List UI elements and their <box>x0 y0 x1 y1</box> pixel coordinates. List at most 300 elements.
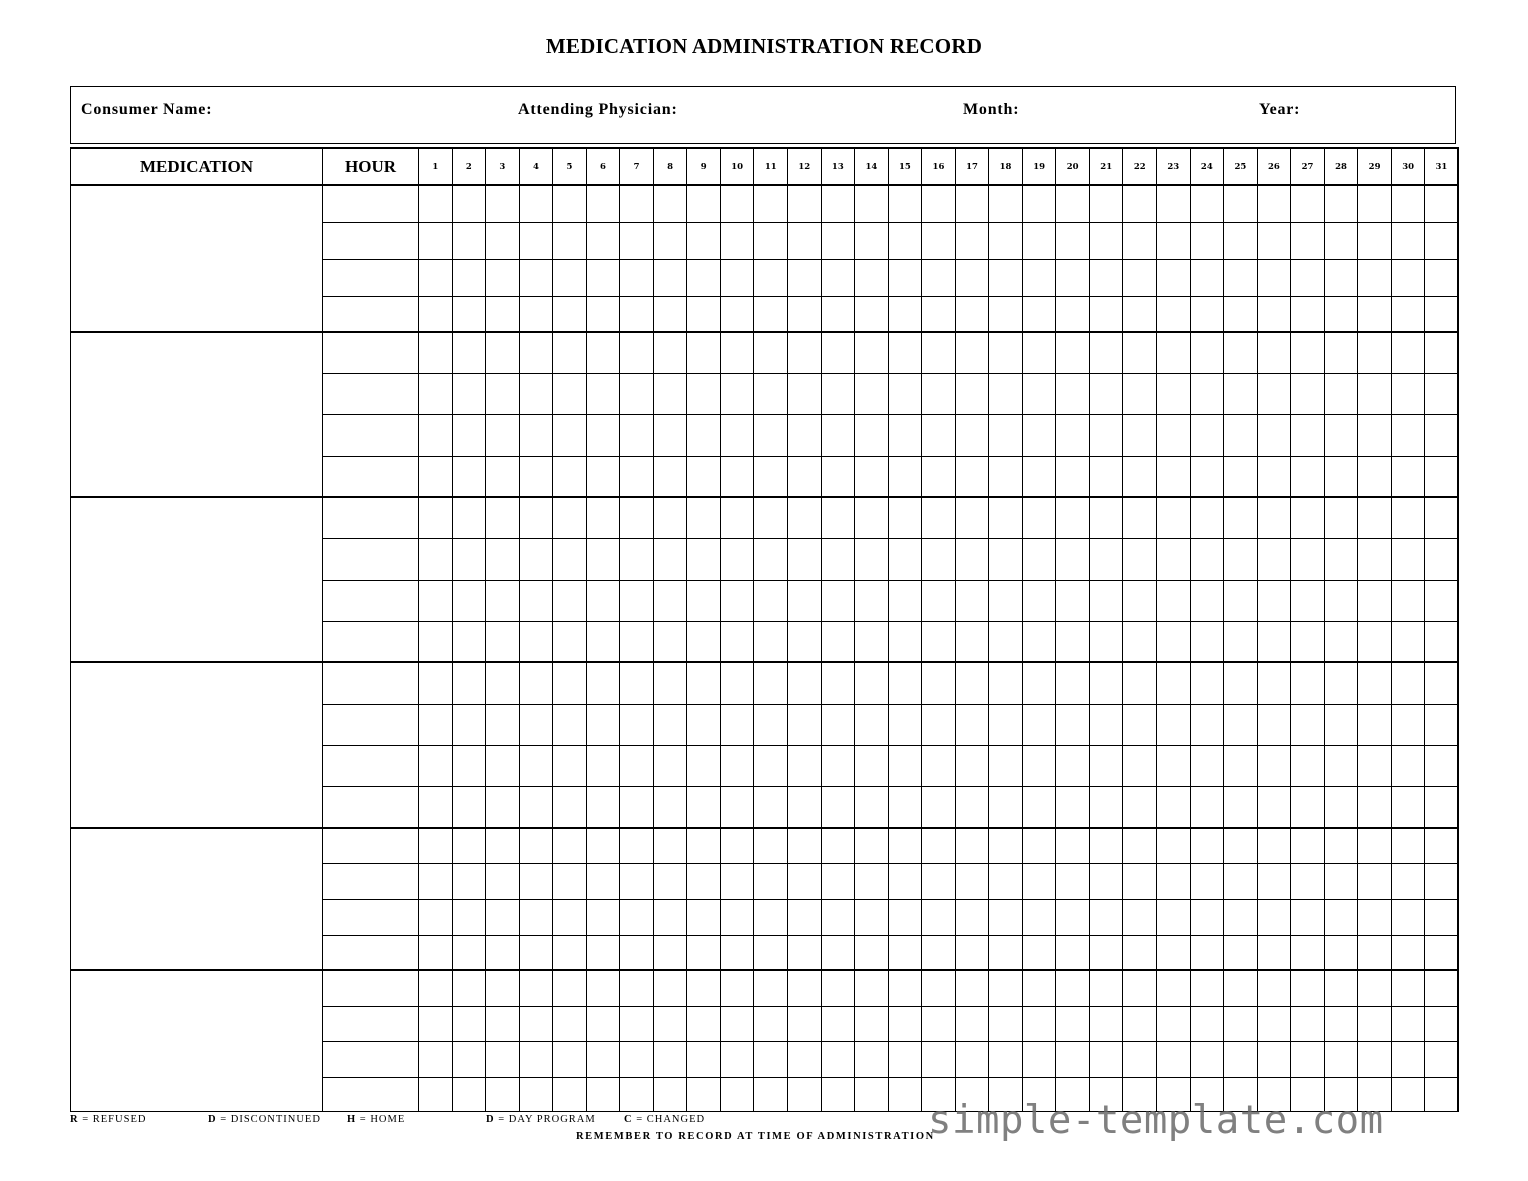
day-cell[interactable] <box>1425 332 1459 373</box>
day-cell[interactable] <box>687 373 721 414</box>
hour-cell[interactable] <box>323 1077 419 1111</box>
day-cell[interactable] <box>989 899 1023 935</box>
day-cell[interactable] <box>1257 745 1291 786</box>
day-cell[interactable] <box>855 538 889 580</box>
day-cell[interactable] <box>1291 970 1325 1006</box>
day-cell[interactable] <box>687 970 721 1006</box>
day-cell[interactable] <box>586 1077 620 1111</box>
day-cell[interactable] <box>989 863 1023 899</box>
day-cell[interactable] <box>1056 185 1090 222</box>
day-cell[interactable] <box>955 497 989 538</box>
day-cell[interactable] <box>1157 828 1191 863</box>
day-cell[interactable] <box>1257 497 1291 538</box>
day-cell[interactable] <box>1056 456 1090 497</box>
day-cell[interactable] <box>989 1041 1023 1077</box>
hour-cell[interactable] <box>323 704 419 745</box>
day-cell[interactable] <box>1291 899 1325 935</box>
day-cell[interactable] <box>1190 538 1224 580</box>
day-cell[interactable] <box>821 497 855 538</box>
day-cell[interactable] <box>620 704 654 745</box>
day-cell[interactable] <box>1190 786 1224 828</box>
day-cell[interactable] <box>653 414 687 456</box>
day-cell[interactable] <box>888 580 922 621</box>
day-cell[interactable] <box>1257 185 1291 222</box>
day-cell[interactable] <box>620 414 654 456</box>
day-cell[interactable] <box>452 828 486 863</box>
day-cell[interactable] <box>855 259 889 296</box>
day-cell[interactable] <box>1157 745 1191 786</box>
hour-cell[interactable] <box>323 621 419 662</box>
day-cell[interactable] <box>922 745 956 786</box>
day-cell[interactable] <box>821 296 855 332</box>
day-cell[interactable] <box>754 621 788 662</box>
day-cell[interactable] <box>687 296 721 332</box>
day-cell[interactable] <box>1257 538 1291 580</box>
day-cell[interactable] <box>888 332 922 373</box>
day-cell[interactable] <box>888 222 922 259</box>
day-cell[interactable] <box>855 786 889 828</box>
day-cell[interactable] <box>720 786 754 828</box>
day-cell[interactable] <box>788 662 822 704</box>
day-cell[interactable] <box>1056 538 1090 580</box>
day-cell[interactable] <box>486 222 520 259</box>
hour-cell[interactable] <box>323 259 419 296</box>
day-cell[interactable] <box>620 1006 654 1041</box>
day-cell[interactable] <box>989 970 1023 1006</box>
day-cell[interactable] <box>754 185 788 222</box>
day-cell[interactable] <box>720 1006 754 1041</box>
day-cell[interactable] <box>1324 863 1358 899</box>
day-cell[interactable] <box>855 863 889 899</box>
day-cell[interactable] <box>720 1041 754 1077</box>
day-cell[interactable] <box>788 745 822 786</box>
medication-cell[interactable] <box>71 828 323 970</box>
day-cell[interactable] <box>1157 456 1191 497</box>
day-cell[interactable] <box>1291 786 1325 828</box>
day-cell[interactable] <box>1358 1006 1392 1041</box>
day-cell[interactable] <box>1157 1041 1191 1077</box>
day-cell[interactable] <box>620 621 654 662</box>
day-cell[interactable] <box>586 1006 620 1041</box>
day-cell[interactable] <box>720 414 754 456</box>
day-cell[interactable] <box>1425 185 1459 222</box>
day-cell[interactable] <box>855 1006 889 1041</box>
day-cell[interactable] <box>1224 828 1258 863</box>
day-cell[interactable] <box>1324 1041 1358 1077</box>
day-cell[interactable] <box>452 456 486 497</box>
day-cell[interactable] <box>754 745 788 786</box>
day-cell[interactable] <box>1157 222 1191 259</box>
day-cell[interactable] <box>1022 899 1056 935</box>
day-cell[interactable] <box>1022 456 1056 497</box>
day-cell[interactable] <box>955 1006 989 1041</box>
day-cell[interactable] <box>720 1077 754 1111</box>
day-cell[interactable] <box>788 259 822 296</box>
day-cell[interactable] <box>1190 580 1224 621</box>
day-cell[interactable] <box>452 538 486 580</box>
day-cell[interactable] <box>1089 1006 1123 1041</box>
day-cell[interactable] <box>1056 828 1090 863</box>
day-cell[interactable] <box>1190 704 1224 745</box>
day-cell[interactable] <box>1324 1006 1358 1041</box>
day-cell[interactable] <box>1291 828 1325 863</box>
day-cell[interactable] <box>1358 970 1392 1006</box>
day-cell[interactable] <box>553 296 587 332</box>
day-cell[interactable] <box>1391 704 1425 745</box>
day-cell[interactable] <box>1358 935 1392 970</box>
hour-cell[interactable] <box>323 786 419 828</box>
day-cell[interactable] <box>754 259 788 296</box>
day-cell[interactable] <box>955 296 989 332</box>
day-cell[interactable] <box>687 863 721 899</box>
day-cell[interactable] <box>1425 1006 1459 1041</box>
day-cell[interactable] <box>1425 786 1459 828</box>
day-cell[interactable] <box>1391 580 1425 621</box>
day-cell[interactable] <box>1291 621 1325 662</box>
day-cell[interactable] <box>1425 899 1459 935</box>
day-cell[interactable] <box>821 786 855 828</box>
day-cell[interactable] <box>754 704 788 745</box>
hour-cell[interactable] <box>323 296 419 332</box>
day-cell[interactable] <box>1123 580 1157 621</box>
day-cell[interactable] <box>452 222 486 259</box>
day-cell[interactable] <box>888 538 922 580</box>
day-cell[interactable] <box>888 1041 922 1077</box>
day-cell[interactable] <box>1425 538 1459 580</box>
day-cell[interactable] <box>653 538 687 580</box>
day-cell[interactable] <box>620 745 654 786</box>
day-cell[interactable] <box>452 662 486 704</box>
day-cell[interactable] <box>720 828 754 863</box>
day-cell[interactable] <box>1190 621 1224 662</box>
day-cell[interactable] <box>754 970 788 1006</box>
day-cell[interactable] <box>1391 456 1425 497</box>
day-cell[interactable] <box>1324 259 1358 296</box>
day-cell[interactable] <box>1224 863 1258 899</box>
day-cell[interactable] <box>955 786 989 828</box>
day-cell[interactable] <box>1358 786 1392 828</box>
day-cell[interactable] <box>486 786 520 828</box>
day-cell[interactable] <box>1391 621 1425 662</box>
day-cell[interactable] <box>1089 373 1123 414</box>
day-cell[interactable] <box>989 538 1023 580</box>
day-cell[interactable] <box>519 1041 553 1077</box>
day-cell[interactable] <box>452 1006 486 1041</box>
day-cell[interactable] <box>1224 456 1258 497</box>
day-cell[interactable] <box>1224 704 1258 745</box>
day-cell[interactable] <box>1291 863 1325 899</box>
day-cell[interactable] <box>922 1006 956 1041</box>
day-cell[interactable] <box>519 580 553 621</box>
day-cell[interactable] <box>452 786 486 828</box>
day-cell[interactable] <box>989 296 1023 332</box>
day-cell[interactable] <box>586 332 620 373</box>
day-cell[interactable] <box>553 185 587 222</box>
hour-cell[interactable] <box>323 185 419 222</box>
day-cell[interactable] <box>888 621 922 662</box>
day-cell[interactable] <box>720 373 754 414</box>
day-cell[interactable] <box>1089 899 1123 935</box>
day-cell[interactable] <box>553 745 587 786</box>
day-cell[interactable] <box>922 222 956 259</box>
day-cell[interactable] <box>989 259 1023 296</box>
day-cell[interactable] <box>1190 497 1224 538</box>
day-cell[interactable] <box>586 538 620 580</box>
day-cell[interactable] <box>1089 497 1123 538</box>
day-cell[interactable] <box>821 970 855 1006</box>
day-cell[interactable] <box>1056 497 1090 538</box>
day-cell[interactable] <box>1190 332 1224 373</box>
day-cell[interactable] <box>754 222 788 259</box>
day-cell[interactable] <box>1190 828 1224 863</box>
day-cell[interactable] <box>1022 332 1056 373</box>
day-cell[interactable] <box>553 1006 587 1041</box>
hour-cell[interactable] <box>323 662 419 704</box>
day-cell[interactable] <box>1425 222 1459 259</box>
day-cell[interactable] <box>519 662 553 704</box>
day-cell[interactable] <box>586 935 620 970</box>
day-cell[interactable] <box>1190 456 1224 497</box>
day-cell[interactable] <box>419 970 453 1006</box>
day-cell[interactable] <box>553 580 587 621</box>
day-cell[interactable] <box>1224 1006 1258 1041</box>
hour-cell[interactable] <box>323 222 419 259</box>
day-cell[interactable] <box>519 222 553 259</box>
day-cell[interactable] <box>1190 1006 1224 1041</box>
day-cell[interactable] <box>922 970 956 1006</box>
day-cell[interactable] <box>922 704 956 745</box>
day-cell[interactable] <box>653 1041 687 1077</box>
day-cell[interactable] <box>821 745 855 786</box>
day-cell[interactable] <box>452 1077 486 1111</box>
day-cell[interactable] <box>788 863 822 899</box>
day-cell[interactable] <box>1056 332 1090 373</box>
day-cell[interactable] <box>1324 745 1358 786</box>
day-cell[interactable] <box>1190 222 1224 259</box>
day-cell[interactable] <box>855 580 889 621</box>
day-cell[interactable] <box>1123 456 1157 497</box>
day-cell[interactable] <box>754 899 788 935</box>
day-cell[interactable] <box>519 1006 553 1041</box>
day-cell[interactable] <box>1391 828 1425 863</box>
day-cell[interactable] <box>1190 863 1224 899</box>
day-cell[interactable] <box>452 863 486 899</box>
day-cell[interactable] <box>788 1041 822 1077</box>
day-cell[interactable] <box>1291 414 1325 456</box>
day-cell[interactable] <box>754 538 788 580</box>
day-cell[interactable] <box>922 332 956 373</box>
day-cell[interactable] <box>653 745 687 786</box>
hour-cell[interactable] <box>323 373 419 414</box>
day-cell[interactable] <box>586 1041 620 1077</box>
day-cell[interactable] <box>653 580 687 621</box>
day-cell[interactable] <box>620 1041 654 1077</box>
day-cell[interactable] <box>1123 1041 1157 1077</box>
day-cell[interactable] <box>955 222 989 259</box>
day-cell[interactable] <box>1190 259 1224 296</box>
day-cell[interactable] <box>486 414 520 456</box>
day-cell[interactable] <box>586 296 620 332</box>
day-cell[interactable] <box>452 373 486 414</box>
day-cell[interactable] <box>888 185 922 222</box>
day-cell[interactable] <box>1291 373 1325 414</box>
day-cell[interactable] <box>1056 1041 1090 1077</box>
day-cell[interactable] <box>519 259 553 296</box>
day-cell[interactable] <box>955 828 989 863</box>
day-cell[interactable] <box>1224 580 1258 621</box>
day-cell[interactable] <box>1056 662 1090 704</box>
day-cell[interactable] <box>955 456 989 497</box>
day-cell[interactable] <box>955 185 989 222</box>
day-cell[interactable] <box>586 745 620 786</box>
day-cell[interactable] <box>1324 621 1358 662</box>
day-cell[interactable] <box>586 259 620 296</box>
day-cell[interactable] <box>1190 970 1224 1006</box>
day-cell[interactable] <box>1358 662 1392 704</box>
day-cell[interactable] <box>720 497 754 538</box>
day-cell[interactable] <box>419 538 453 580</box>
day-cell[interactable] <box>486 621 520 662</box>
day-cell[interactable] <box>1157 1006 1191 1041</box>
day-cell[interactable] <box>1190 373 1224 414</box>
day-cell[interactable] <box>1391 414 1425 456</box>
day-cell[interactable] <box>955 662 989 704</box>
day-cell[interactable] <box>1089 259 1123 296</box>
day-cell[interactable] <box>419 662 453 704</box>
day-cell[interactable] <box>586 497 620 538</box>
day-cell[interactable] <box>855 414 889 456</box>
day-cell[interactable] <box>1022 296 1056 332</box>
day-cell[interactable] <box>553 786 587 828</box>
day-cell[interactable] <box>419 899 453 935</box>
day-cell[interactable] <box>888 414 922 456</box>
day-cell[interactable] <box>452 185 486 222</box>
day-cell[interactable] <box>1358 745 1392 786</box>
day-cell[interactable] <box>720 580 754 621</box>
day-cell[interactable] <box>452 414 486 456</box>
day-cell[interactable] <box>419 828 453 863</box>
day-cell[interactable] <box>855 1041 889 1077</box>
day-cell[interactable] <box>486 704 520 745</box>
day-cell[interactable] <box>519 332 553 373</box>
day-cell[interactable] <box>620 935 654 970</box>
day-cell[interactable] <box>653 1077 687 1111</box>
day-cell[interactable] <box>653 456 687 497</box>
day-cell[interactable] <box>687 1041 721 1077</box>
day-cell[interactable] <box>1324 332 1358 373</box>
day-cell[interactable] <box>1089 222 1123 259</box>
day-cell[interactable] <box>1089 863 1123 899</box>
day-cell[interactable] <box>1358 863 1392 899</box>
day-cell[interactable] <box>653 899 687 935</box>
day-cell[interactable] <box>788 580 822 621</box>
hour-cell[interactable] <box>323 497 419 538</box>
day-cell[interactable] <box>1022 786 1056 828</box>
day-cell[interactable] <box>452 296 486 332</box>
day-cell[interactable] <box>653 935 687 970</box>
day-cell[interactable] <box>1324 538 1358 580</box>
day-cell[interactable] <box>788 456 822 497</box>
day-cell[interactable] <box>1123 828 1157 863</box>
day-cell[interactable] <box>553 863 587 899</box>
day-cell[interactable] <box>486 497 520 538</box>
day-cell[interactable] <box>1425 828 1459 863</box>
day-cell[interactable] <box>788 621 822 662</box>
day-cell[interactable] <box>888 704 922 745</box>
day-cell[interactable] <box>419 222 453 259</box>
day-cell[interactable] <box>1257 786 1291 828</box>
day-cell[interactable] <box>1089 185 1123 222</box>
day-cell[interactable] <box>1224 786 1258 828</box>
day-cell[interactable] <box>754 414 788 456</box>
day-cell[interactable] <box>1425 863 1459 899</box>
day-cell[interactable] <box>653 828 687 863</box>
day-cell[interactable] <box>754 296 788 332</box>
day-cell[interactable] <box>1123 745 1157 786</box>
day-cell[interactable] <box>955 538 989 580</box>
day-cell[interactable] <box>519 828 553 863</box>
day-cell[interactable] <box>955 863 989 899</box>
day-cell[interactable] <box>989 704 1023 745</box>
day-cell[interactable] <box>1089 580 1123 621</box>
day-cell[interactable] <box>788 1077 822 1111</box>
day-cell[interactable] <box>1123 538 1157 580</box>
day-cell[interactable] <box>419 1006 453 1041</box>
day-cell[interactable] <box>754 1041 788 1077</box>
day-cell[interactable] <box>1022 497 1056 538</box>
day-cell[interactable] <box>955 414 989 456</box>
day-cell[interactable] <box>1257 414 1291 456</box>
day-cell[interactable] <box>1257 1041 1291 1077</box>
day-cell[interactable] <box>1190 662 1224 704</box>
day-cell[interactable] <box>620 296 654 332</box>
day-cell[interactable] <box>1224 332 1258 373</box>
day-cell[interactable] <box>553 828 587 863</box>
day-cell[interactable] <box>1391 296 1425 332</box>
day-cell[interactable] <box>586 373 620 414</box>
day-cell[interactable] <box>419 1041 453 1077</box>
day-cell[interactable] <box>653 373 687 414</box>
day-cell[interactable] <box>586 970 620 1006</box>
day-cell[interactable] <box>1391 222 1425 259</box>
day-cell[interactable] <box>1056 935 1090 970</box>
day-cell[interactable] <box>1123 704 1157 745</box>
day-cell[interactable] <box>1224 296 1258 332</box>
day-cell[interactable] <box>1224 259 1258 296</box>
day-cell[interactable] <box>419 935 453 970</box>
day-cell[interactable] <box>955 621 989 662</box>
day-cell[interactable] <box>989 662 1023 704</box>
day-cell[interactable] <box>452 580 486 621</box>
day-cell[interactable] <box>922 828 956 863</box>
day-cell[interactable] <box>553 259 587 296</box>
day-cell[interactable] <box>1056 863 1090 899</box>
day-cell[interactable] <box>687 497 721 538</box>
hour-cell[interactable] <box>323 1041 419 1077</box>
day-cell[interactable] <box>1224 621 1258 662</box>
day-cell[interactable] <box>989 621 1023 662</box>
day-cell[interactable] <box>1157 538 1191 580</box>
day-cell[interactable] <box>687 259 721 296</box>
day-cell[interactable] <box>1056 745 1090 786</box>
medication-cell[interactable] <box>71 662 323 828</box>
day-cell[interactable] <box>1324 456 1358 497</box>
day-cell[interactable] <box>1391 497 1425 538</box>
day-cell[interactable] <box>1291 745 1325 786</box>
day-cell[interactable] <box>1324 786 1358 828</box>
day-cell[interactable] <box>1358 538 1392 580</box>
day-cell[interactable] <box>1022 1041 1056 1077</box>
